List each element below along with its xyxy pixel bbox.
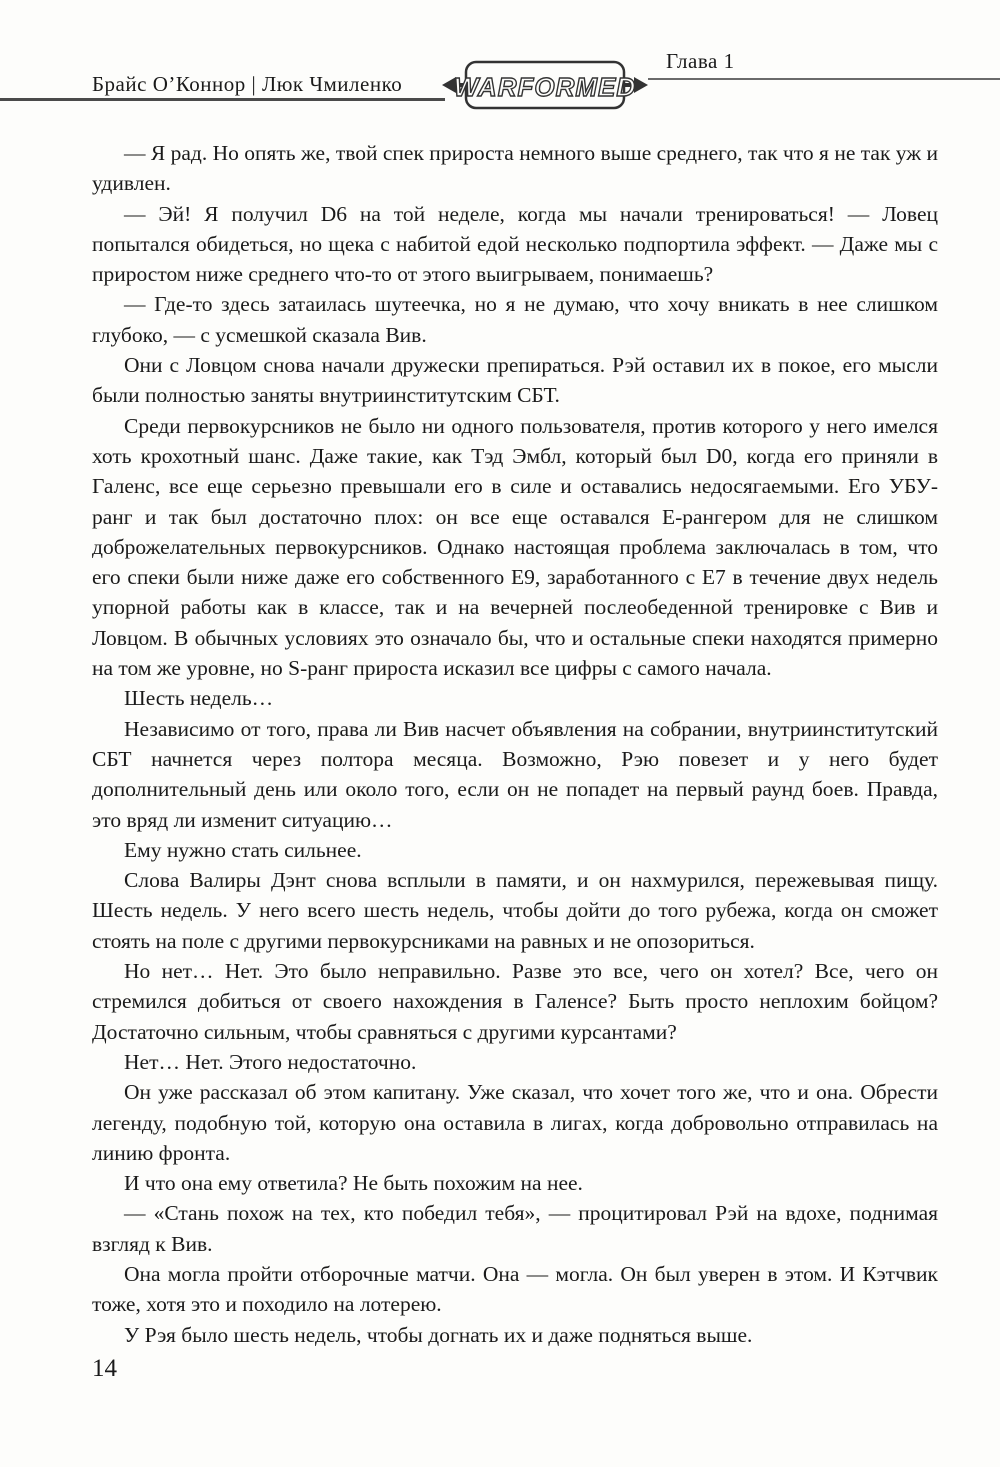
- warformed-logo: [440, 58, 650, 112]
- header-rule-right: [648, 78, 1000, 80]
- paragraph: Ему нужно стать сильнее.: [124, 837, 362, 862]
- paragraph: У Рэя было шесть недель, чтобы догнать их и даже подняться выше.: [124, 1322, 753, 1347]
- running-header: [0, 0, 1000, 110]
- paragraph: И что она ему ответила? Не быть похожим на нее.: [124, 1171, 583, 1196]
- chapter-title: Глава 1: [666, 49, 735, 73]
- header-authors: Брайс О’Коннор | Люк Чмиленко: [92, 72, 403, 96]
- paragraph: — Эй! Я получил D6 на той неделе, когда мы начали тренироваться! — Ловец попытался обидеться, но щека с набитой едой несколько подпортила эффект. — Даже мы с приростом ниже среднего что-то от этого выигрываем, понимаешь?: [92, 201, 938, 287]
- paragraph: Она могла пройти отборочные матчи. Она — могла. Он был уверен в этом. И Кэтчвик тоже, хотя это и походило на лотерею.: [92, 1261, 938, 1317]
- paragraph: — «Стань похож на тех, кто победил тебя», — процитировал Рэй на вдохе, поднимая взгляд к Вив.: [92, 1201, 938, 1256]
- paragraph: Но нет… Нет. Это было неправильно. Разве это все, чего он хотел? Все, чего он стремился добиться от своего нахождения в Галенсе? Быть просто неплохим бойцом? Достаточно сильным, чтобы сравняться с другими курсантами?: [92, 959, 938, 1044]
- paragraph: Они с Ловцом снова начали дружески препираться. Рэй оставил их в покое, его мысли были полностью заняты внутриинститутским СБТ.: [92, 353, 938, 408]
- paragraph: Слова Валиры Дэнт снова всплыли в памяти, и он нахмурился, пережевывая пищу. Шесть недель. У него всего шесть недель, чтобы дойти до того рубежа, когда он сможет стоять на поле с другими первокурсниками на равных и не опозориться.: [92, 868, 938, 953]
- paragraph: — Я рад. Но опять же, твой спек прироста немного выше среднего, так что я не так уж и удивлен.: [92, 141, 938, 196]
- header-rule-left: [0, 98, 445, 101]
- paragraph: Нет… Нет. Этого недостаточно.: [124, 1049, 417, 1074]
- paragraph: Шесть недель…: [124, 686, 274, 711]
- paragraph: Он уже рассказал об этом капитану. Уже сказал, что хочет того же, что и она. Обрести легенду, подобную той, которую она оставила в лигах, когда добровольно отправилась на линию фронта.: [92, 1080, 938, 1165]
- paragraph: Независимо от того, права ли Вив насчет объявления на собрании, внутриинститутский СБТ начнется через полтора месяца. Возможно, Рэю повезет и у него будет дополнительный день или около того, если он не попадет на первый раунд боев. Правда, это вряд ли изменит ситуацию…: [92, 716, 938, 832]
- paragraph: — Где-то здесь затаилась шутеечка, но я не думаю, что хочу вникать в нее слишком глубоко, — с усмешкой сказала Вив.: [92, 292, 938, 347]
- logo-lettering: WARFORMED: [453, 72, 637, 102]
- body-text: [92, 138, 938, 1350]
- paragraph: Среди первокурсников не было ни одного пользователя, против которого у него имелся хоть крохотный шанс. Даже такие, как Тэд Эмбл, который был D0, когда его приняли в Галенс, все еще серьезно превышали его в силе и оставались недосягаемыми. Его УБУ-ранг и так был достаточно плох: он все еще оставался Е-рангером для не слишком доброжелательных первокурсников. Однако настоящая проблема заключалась в том, что его спеки были ниже даже его собственного Е9, заработанного с Е7 в течение двух недель упорной работы как в классе, так и на вечерней послеобеденной тренировке с Вив и Ловцом. В обычных условиях это означало бы, что и остальные спеки находятся примерно на том же уровне, но S-ранг прироста исказил все цифры с самого начала.: [92, 413, 938, 681]
- page-number: 14: [92, 1355, 117, 1382]
